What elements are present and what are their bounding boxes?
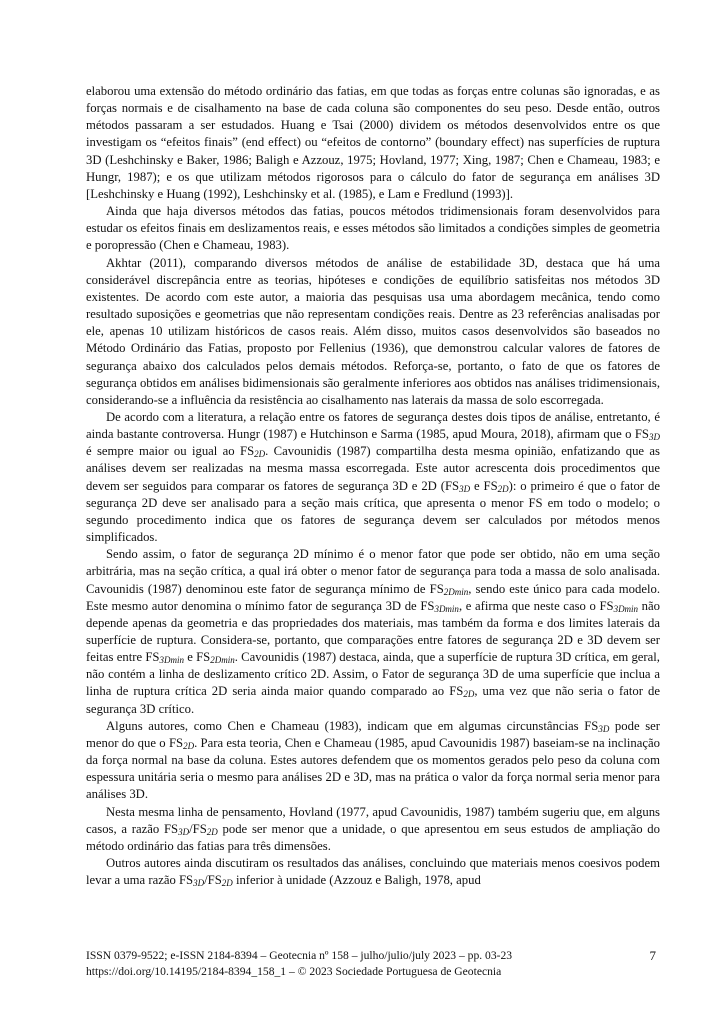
page-footer (86, 948, 660, 980)
fs-symbol: $FS_{3D}$ (164, 821, 190, 837)
paragraph-3: Akhtar (2011), comparando diversos métodos de análise de estabilidade 3D, destaca que há uma considerável discrepância entre as teorias, hipóteses e condições de equilíbrio satisfeitas nos métodos 3D existentes. De acordo com este autor, a maioria das pesquisas usa uma abordagem mecânica, tendo como resultado suposições e geometrias que não representam condições reais. Dentre as 23 referências analisadas por ele, apenas 10 utilizam históricos de casos reais. Além disso, muitos casos desenvolvidos são baseados no Método Ordinário das Fatias, proposto por Fellenius (1936), que demonstrou calcular valores de fatores de segurança abaixo dos calculados pelos demais métodos. Reforça-se, portanto, o fato de que os fatores de segurança obtidos em análises bidimensionais são geralmente inferiores aos obtidos nas análises tridimensionais, considerando-se a influência da resistência ao cisalhamento nas laterais da massa de solo escorregada. (86, 255, 660, 407)
paragraph-2: Ainda que haja diversos métodos das fatias, poucos métodos tridimensionais foram desenvolvidos para estudar os efeitos finais em deslizamentos reais, e esses métodos são limitados a condições simples de geometria e poropressão (Chen e Chameau, 1983). (86, 204, 660, 253)
fs-symbol: $FS_{2D}$ (483, 478, 509, 494)
fs-symbol: $FS_{3D}$ (634, 427, 660, 443)
fs-symbol: $FS_{2D}$ (168, 735, 195, 751)
paragraph-4: De acordo com a literatura, a relação entre os fatores de segurança destes dois tipos de análise, entretanto, é ainda bastante controversa. Hungr (1987) e Hutchinson e Sarma (1985, apud Moura, 2018), afirmam que o $FS_{3D}$ é sempre maior ou igual ao $FS_{2D}$. Cavounidis (1987) compartilha desta mesma opinião, enfatizando que as análises devem ser realizadas na mesma massa escorregada. Este autor acrescenta dois procedimentos que devem ser seguidos para comparar os fatores de segurança 3D e 2D ($FS_{3D}$ e $FS_{2D}$): o primeiro é que o fator de segurança 2D deve ser analisado para a seção mais crítica, que apresenta o menor FS em todo o modelo; o segundo procedimento indica que os fatores de segurança devem ser calculados por métodos menos simplificados. (86, 409, 660, 545)
fs-symbol: $FS_{3Dmin}$ (420, 598, 459, 614)
fs-symbol: $FS_{3Dmin}$ (599, 598, 639, 614)
paragraph-6: Alguns autores, como Chen e Chameau (1983), indicam que em algumas circunstâncias $FS_{3D}$ pode ser menor do que o $FS_{2D}$. Para esta teoria, Chen e Chameau (1985, apud Cavounidis 1987) baseiam-se na inclinação da força normal na base da coluna. Estes autores defendem que os momentos gerados pelo peso da coluna com espessura unitária seria o mesmo para análises 2D e 3D, mas na prática o valor da força normal seria menor para análises 3D. (86, 718, 660, 802)
fs-symbol: $FS_{2Dmin}$ (196, 650, 235, 666)
paragraph-8: Outros autores ainda discutiram os resultados das análises, concluindo que materiais menos coesivos podem levar a uma razão $FS_{3D}/FS_{2D}$ inferior à unidade (Azzouz e Baligh, 1978, apud (86, 856, 660, 889)
fs-symbol: $FS_{2D}$ (207, 873, 233, 889)
fs-symbol: $FS_{2D}$ (449, 684, 475, 700)
paragraph-5: Sendo assim, o fator de segurança 2D mínimo é o menor fator que pode ser obtido, não em uma seção arbitrária, mas na seção crítica, a qual irá obter o menor fator de segurança para toda a massa de solo analisada. Cavounidis (1987) denominou este fator de segurança mínimo de $FS_{2Dmin}$, sendo este único para cada modelo. Este mesmo autor denomina o mínimo fator de segurança 3D de $FS_{3Dmin}$, e afirma que neste caso o $FS_{3Dmin}$ não depende apenas da geometria e das propriedades dos materiais, mas também da forma e dos limites laterais da superfície de ruptura. Considera-se, portanto, que comparações entre fatores de segurança 2D e 3D devem ser feitas entre $FS_{3Dmin}$ e $FS_{2Dmin}$. Cavounidis (1987) destaca, ainda, que a superfície de ruptura 3D crítica, em geral, não contém a linha de deslizamento crítico 2D. Assim, o Fator de segurança 3D de uma superfície que inclua a linha de ruptura crítica 2D seria ainda maior quando comparado ao $FS_{2D}$, uma vez que não seria o fator de segurança 3D crítico. (86, 547, 661, 716)
fs-symbol: $FS_{2D}$ (192, 821, 218, 837)
paragraph-1: elaborou uma extensão do método ordinário das fatias, em que todas as forças entre colunas são ignoradas, e as forças normais e de cisalhamento na base de cada coluna são componentes do seu peso. Desde então, outros métodos passaram a ser estudados. Huang e Tsai (2000) dividem os métodos desenvolvidos entre os que investigam os “efeitos finais” (end effect) ou “efeitos de contorno” (boundary effect) nas superfícies de ruptura 3D (Leshchinsky e Baker, 1986; Baligh e Azzouz, 1975; Hovland, 1977; Xing, 1987; Chen e Chameau, 1983; e Hungr, 1987); e os que utilizam métodos rigorosos para o cálculo do fator de segurança em análises 3D [Leshchinsky e Huang (1992), Leshchinsky et al. (1985), e Lam e Fredlund (1993)]. (86, 84, 660, 201)
footer-doi: https://doi.org/10.14195/2184-8394_158_1 – © 2023 Sociedade Portuguesa de Geotecnia (86, 965, 502, 978)
fs-symbol: $FS_{2D}$ (240, 444, 266, 460)
paragraph-7: Nesta mesma linha de pensamento, Hovland (1977, apud Cavounidis, 1987) também sugeriu que, em alguns casos, a razão $FS_{3D}/FS_{2D}$ pode ser menor que a unidade, o que apresentou em seus estudos de ampliação do método ordinário das fatias para três dimensões. (86, 804, 660, 853)
footer-issn: ISSN 0379-9522; e-ISSN 2184-8394 – Geotecnia nº 158 – julho/julio/july 2023 – pp. 03-23 (86, 949, 513, 962)
fs-symbol: $FS_{3D}$ (178, 873, 205, 889)
fs-symbol: $FS_{3D}$ (584, 718, 610, 734)
page-body (86, 83, 660, 889)
fs-symbol: $FS_{3D}$ (444, 478, 471, 494)
fs-symbol: $FS_{3Dmin}$ (145, 650, 184, 666)
page-number: 7 (649, 948, 656, 963)
fs-symbol: $FS_{2Dmin}$ (429, 581, 469, 597)
